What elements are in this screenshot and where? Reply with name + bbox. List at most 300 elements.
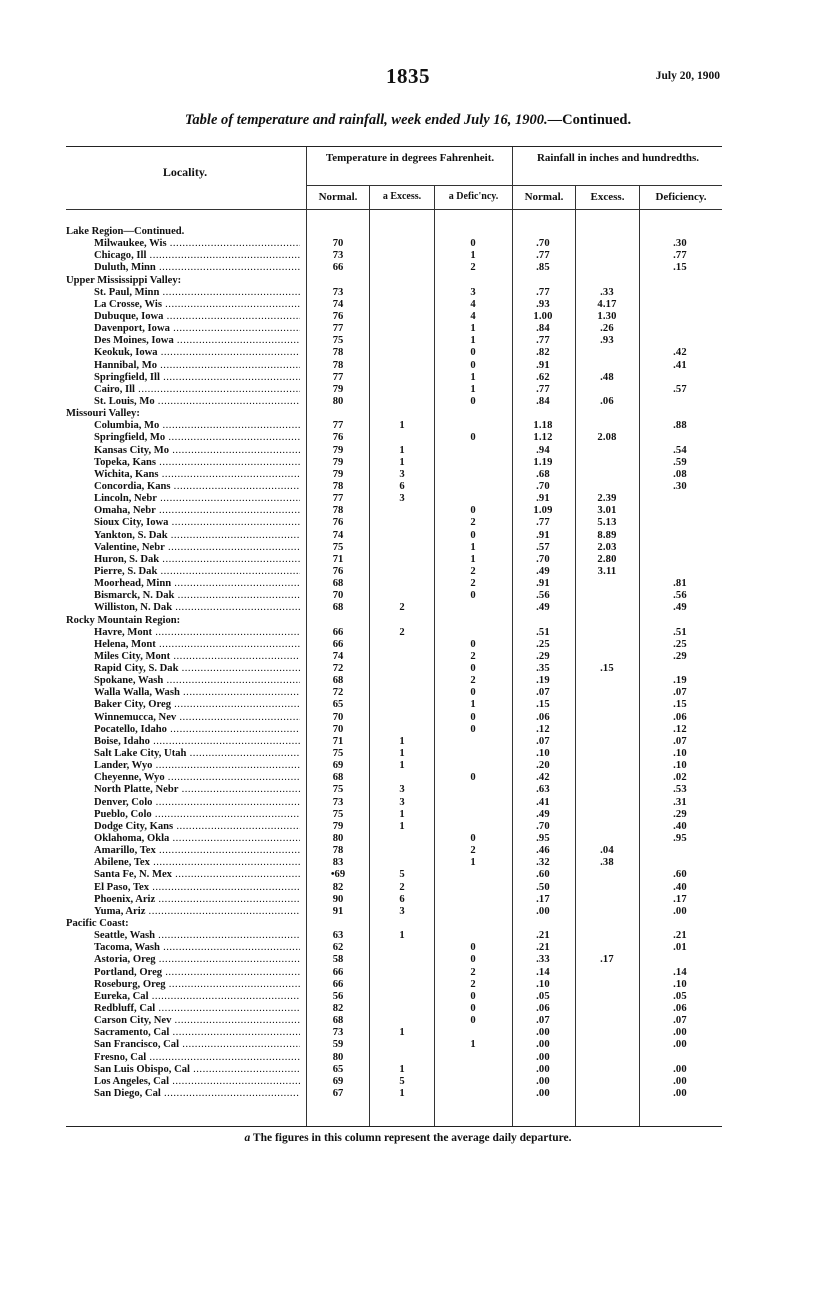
rain-normal-cell: .49 [536, 808, 550, 820]
temp-normal-cell: 65 [332, 1063, 344, 1075]
locality-name: Denver, Colo ..... [94, 797, 300, 809]
temp-deficiency-cell: 1 [470, 250, 476, 262]
temp-normal-cell: 72 [332, 687, 344, 699]
station-row [66, 396, 722, 408]
temp-normal-cell: 91 [332, 905, 344, 917]
temp-normal-cell: 70 [332, 238, 344, 250]
rain-normal-cell: 1.19 [533, 456, 553, 468]
temp-normal-cell: 76 [332, 310, 344, 322]
table-top-rule [66, 146, 722, 147]
rain-normal-cell: .62 [536, 371, 550, 383]
temp-normal-cell: 66 [332, 262, 344, 274]
temp-normal-cell: 75 [332, 748, 344, 760]
temp-excess-cell: 2 [399, 602, 405, 614]
station-row [66, 360, 722, 372]
temp-normal-cell: 78 [332, 359, 344, 371]
temp-normal-cell: 67 [332, 1087, 344, 1099]
locality-name: Valentine, Nebr ..... [94, 542, 300, 554]
station-row [66, 1076, 722, 1088]
rain-deficiency-cell: .01 [673, 942, 687, 954]
rain-normal-cell: .07 [536, 735, 550, 747]
station-row [66, 1003, 722, 1015]
temp-deficiency-cell: 0 [470, 432, 476, 444]
rain-excess-cell: 3.01 [597, 505, 617, 517]
temp-normal-cell: 76 [332, 565, 344, 577]
station-row [66, 930, 722, 942]
rain-deficiency-cell: .49 [673, 602, 687, 614]
temp-deficiency-cell: 1 [470, 857, 476, 869]
locality-header: Locality. [162, 165, 208, 179]
locality-name: Walla Walla, Wash ..... [94, 687, 300, 699]
locality-name: Wichita, Kans ..... [94, 469, 300, 481]
locality-name: Sacramento, Cal ..... [94, 1027, 300, 1039]
temp-normal-cell: 76 [332, 517, 344, 529]
rain-deficiency-cell: .88 [673, 420, 687, 432]
rain-deficiency-cell: .02 [673, 772, 687, 784]
temp-deficiency-cell: 0 [470, 395, 476, 407]
rain-deficiency-cell: .00 [673, 1027, 687, 1039]
rain-normal-cell: .94 [536, 444, 550, 456]
rain-normal-cell: .19 [536, 675, 550, 687]
temp-deficiency-cell: 0 [470, 942, 476, 954]
temp-deficiency-header: a Defic'ncy. [448, 191, 499, 202]
region-name: Rocky Mountain Region: [66, 614, 181, 626]
station-row [66, 736, 722, 748]
rain-normal-cell: .17 [536, 893, 550, 905]
rain-excess-cell: 2.03 [597, 541, 617, 553]
station-row [66, 942, 722, 954]
rain-normal-cell: 1.18 [533, 420, 553, 432]
rain-deficiency-cell: .29 [673, 650, 687, 662]
rain-excess-cell: .04 [600, 845, 614, 857]
rain-normal-cell: .50 [536, 881, 550, 893]
temp-normal-cell: 68 [332, 675, 344, 687]
station-row [66, 469, 722, 481]
temp-excess-cell: 1 [399, 1063, 405, 1075]
temp-normal-cell: 75 [332, 541, 344, 553]
rain-normal-cell: .06 [536, 711, 550, 723]
rain-deficiency-cell: .25 [673, 638, 687, 650]
locality-name: Oklahoma, Okla ..... [94, 833, 300, 845]
temp-normal-cell: 79 [332, 820, 344, 832]
rain-normal-cell: .82 [536, 347, 550, 359]
station-row [66, 991, 722, 1003]
station-row [66, 311, 722, 323]
temp-excess-cell: 5 [399, 869, 405, 881]
temp-normal-cell: 77 [332, 493, 344, 505]
locality-name: San Francisco, Cal ..... [94, 1039, 300, 1051]
station-row [66, 287, 722, 299]
locality-name: St. Paul, Minn ..... [94, 287, 300, 299]
locality-name: Kansas City, Mo ..... [94, 445, 300, 457]
temp-excess-cell: 3 [399, 796, 405, 808]
rain-deficiency-cell: .00 [673, 1087, 687, 1099]
rain-normal-cell: 1.09 [533, 505, 553, 517]
rain-normal-cell: .91 [536, 493, 550, 505]
temp-deficiency-cell: 2 [470, 262, 476, 274]
temp-normal-cell: 75 [332, 808, 344, 820]
temp-excess-cell: 3 [399, 468, 405, 480]
locality-name: Eureka, Cal ..... [94, 991, 300, 1003]
station-row [66, 894, 722, 906]
locality-name: Milwaukee, Wis ..... [94, 238, 300, 250]
rain-deficiency-cell: .56 [673, 590, 687, 602]
region-heading-row [66, 918, 722, 930]
station-row [66, 712, 722, 724]
locality-name: Pocatello, Idaho ..... [94, 724, 300, 736]
station-row [66, 1039, 722, 1051]
rain-deficiency-cell: .30 [673, 480, 687, 492]
station-row [66, 1064, 722, 1076]
station-row [66, 384, 722, 396]
station-row [66, 602, 722, 614]
locality-name: Cairo, Ill ..... [94, 384, 300, 396]
station-row [66, 699, 722, 711]
rain-normal-cell: .25 [536, 638, 550, 650]
locality-name: Pueblo, Colo ..... [94, 809, 300, 821]
temp-deficiency-cell: 0 [470, 711, 476, 723]
locality-name: La Crosse, Wis ..... [94, 299, 300, 311]
temp-normal-cell: 66 [332, 626, 344, 638]
temp-deficiency-cell: 2 [470, 517, 476, 529]
temp-normal-cell: 73 [332, 250, 344, 262]
rain-normal-cell: .05 [536, 990, 550, 1002]
rain-deficiency-cell: .21 [673, 930, 687, 942]
temp-normal-cell: 73 [332, 1027, 344, 1039]
temp-normal-header: Normal. [318, 191, 358, 203]
footnote-text: The figures in this column represent the average daily departure. [250, 1132, 572, 1144]
locality-name: Williston, N. Dak ..... [94, 602, 300, 614]
station-row [66, 481, 722, 493]
temp-normal-cell: 73 [332, 796, 344, 808]
temp-excess-header: a Excess. [382, 191, 422, 202]
temp-deficiency-cell: 0 [470, 990, 476, 1002]
temp-deficiency-cell: 2 [470, 578, 476, 590]
region-heading-row [66, 615, 722, 627]
rain-normal-cell: .51 [536, 626, 550, 638]
rain-deficiency-cell: .00 [673, 1063, 687, 1075]
locality-name: Havre, Mont ..... [94, 627, 300, 639]
temp-normal-cell: 68 [332, 1015, 344, 1027]
locality-name: San Diego, Cal ..... [94, 1088, 300, 1100]
locality-name: St. Louis, Mo ..... [94, 396, 300, 408]
station-row [66, 542, 722, 554]
station-row [66, 238, 722, 250]
locality-name: Baker City, Oreg ..... [94, 699, 300, 711]
temp-deficiency-cell: 2 [470, 565, 476, 577]
temp-normal-cell: 73 [332, 286, 344, 298]
station-row [66, 760, 722, 772]
temp-deficiency-cell: 2 [470, 845, 476, 857]
rain-deficiency-cell: .59 [673, 456, 687, 468]
station-row [66, 687, 722, 699]
station-row [66, 639, 722, 651]
locality-name: Cheyenne, Wyo ..... [94, 772, 300, 784]
rain-normal-cell: .68 [536, 468, 550, 480]
temp-normal-cell: 82 [332, 881, 344, 893]
locality-name: North Platte, Nebr ..... [94, 784, 300, 796]
footnote-marker: a [244, 1132, 251, 1144]
temp-normal-cell: 70 [332, 590, 344, 602]
temp-normal-cell: 69 [332, 1075, 344, 1087]
rain-excess-cell: 8.89 [597, 529, 617, 541]
locality-name: Rapid City, S. Dak ..... [94, 663, 300, 675]
temp-normal-cell: 70 [332, 711, 344, 723]
rain-normal-cell: .29 [536, 650, 550, 662]
locality-name: Lincoln, Nebr ..... [94, 493, 300, 505]
station-row [66, 590, 722, 602]
rain-deficiency-cell: .77 [673, 250, 687, 262]
station-row [66, 724, 722, 736]
temp-normal-cell: 74 [332, 529, 344, 541]
rain-deficiency-cell: .07 [673, 735, 687, 747]
rain-deficiency-cell: .15 [673, 262, 687, 274]
rain-deficiency-cell: .31 [673, 796, 687, 808]
station-row [66, 445, 722, 457]
temp-normal-cell: 59 [332, 1039, 344, 1051]
temp-deficiency-cell: 0 [470, 638, 476, 650]
temp-normal-cell: 75 [332, 335, 344, 347]
temp-excess-cell: 1 [399, 420, 405, 432]
locality-name: Amarillo, Tex ..... [94, 845, 300, 857]
locality-name: Fresno, Cal ..... [94, 1052, 300, 1064]
temp-normal-cell: 82 [332, 1003, 344, 1014]
rain-normal-cell: .41 [536, 796, 550, 808]
temp-normal-cell: 71 [332, 735, 344, 747]
rain-deficiency-cell: .81 [673, 578, 687, 590]
rain-excess-cell: 4.17 [597, 298, 617, 310]
station-row [66, 833, 722, 845]
footnote [0, 1132, 816, 1144]
rain-deficiency-cell: .00 [673, 905, 687, 917]
station-row [66, 530, 722, 542]
rain-excess-cell: .17 [600, 954, 614, 966]
station-row [66, 627, 722, 639]
temp-deficiency-cell: 2 [470, 650, 476, 662]
station-row [66, 517, 722, 529]
temp-excess-cell: 1 [399, 444, 405, 456]
locality-name: Springfield, Ill ..... [94, 372, 300, 384]
temp-excess-cell: 3 [399, 784, 405, 796]
temp-deficiency-cell: 0 [470, 529, 476, 541]
rain-normal-cell: .06 [536, 1003, 550, 1014]
temp-deficiency-cell: 0 [470, 1015, 476, 1027]
locality-name: Salt Lake City, Utah ..... [94, 748, 300, 760]
rain-normal-cell: .77 [536, 250, 550, 262]
rain-normal-cell: .00 [536, 1075, 550, 1087]
locality-name: Des Moines, Iowa ..... [94, 335, 300, 347]
rain-excess-cell: .06 [600, 395, 614, 407]
station-row [66, 347, 722, 359]
rain-deficiency-cell: .15 [673, 699, 687, 711]
station-row [66, 663, 722, 675]
rain-normal-cell: .07 [536, 1015, 550, 1027]
rain-normal-cell: .57 [536, 541, 550, 553]
temp-normal-cell: 63 [332, 930, 344, 942]
station-row [66, 651, 722, 663]
locality-name: Dodge City, Kans ..... [94, 821, 300, 833]
region-heading-row [66, 226, 722, 238]
temp-normal-cell: 74 [332, 298, 344, 310]
rain-normal-cell: .85 [536, 262, 550, 274]
temp-normal-cell: 78 [332, 505, 344, 517]
rain-deficiency-header: Deficiency. [655, 191, 707, 203]
locality-name: Huron, S. Dak ..... [94, 554, 300, 566]
rain-deficiency-cell: .51 [673, 626, 687, 638]
page-date: July 20, 1900 [655, 70, 720, 82]
rain-deficiency-cell: .53 [673, 784, 687, 796]
temp-deficiency-cell: 0 [470, 687, 476, 699]
rain-normal-cell: .00 [536, 1087, 550, 1099]
header-bottom-rule [66, 209, 722, 210]
temp-normal-cell: 79 [332, 444, 344, 456]
region-name: Missouri Valley: [66, 408, 140, 420]
rain-deficiency-cell: .19 [673, 675, 687, 687]
temp-normal-cell: 77 [332, 323, 344, 335]
rain-excess-cell: .15 [600, 663, 614, 675]
rain-excess-cell: 1.30 [597, 310, 617, 322]
locality-name: Davenport, Iowa ..... [94, 323, 300, 335]
station-row [66, 323, 722, 335]
temp-normal-cell: 66 [332, 978, 344, 990]
table-title-main: Table of temperature and rainfall, week ended July 16, 1900. [184, 112, 548, 128]
station-row [66, 675, 722, 687]
station-row [66, 821, 722, 833]
temp-deficiency-cell: 0 [470, 663, 476, 675]
rain-normal-cell: .91 [536, 578, 550, 590]
station-row [66, 505, 722, 517]
rain-normal-cell: .14 [536, 966, 550, 978]
temp-excess-cell: 6 [399, 893, 405, 905]
rain-excess-cell: .33 [600, 286, 614, 298]
rain-normal-cell: .33 [536, 954, 550, 966]
station-row [66, 493, 722, 505]
locality-name: Los Angeles, Cal ..... [94, 1076, 300, 1088]
locality-name: Chicago, Ill ..... [94, 250, 300, 262]
temp-deficiency-cell: 1 [470, 699, 476, 711]
temp-deficiency-cell: 2 [470, 675, 476, 687]
station-row [66, 906, 722, 918]
locality-name: Seattle, Wash ..... [94, 930, 300, 942]
temp-deficiency-cell: 2 [470, 978, 476, 990]
rain-deficiency-cell: .54 [673, 444, 687, 456]
station-row [66, 554, 722, 566]
temp-normal-cell: 80 [332, 833, 344, 845]
temp-deficiency-cell: 0 [470, 954, 476, 966]
rain-excess-cell: 3.11 [597, 565, 617, 577]
rain-normal-cell: .93 [536, 298, 550, 310]
temp-normal-cell: 66 [332, 638, 344, 650]
locality-name: Spokane, Wash ..... [94, 675, 300, 687]
temp-normal-cell: •69 [330, 869, 346, 881]
rain-normal-cell: .21 [536, 930, 550, 942]
temp-normal-cell: 74 [332, 650, 344, 662]
station-row [66, 809, 722, 821]
rain-excess-cell: 2.80 [597, 553, 617, 565]
table-title-continued: —Continued. [547, 112, 632, 128]
locality-name: San Luis Obispo, Cal ..... [94, 1064, 300, 1076]
temp-deficiency-cell: 4 [470, 298, 476, 310]
rain-deficiency-cell: .07 [673, 1015, 687, 1027]
station-row [66, 1052, 722, 1064]
rain-normal-cell: .00 [536, 1063, 550, 1075]
temp-normal-cell: 78 [332, 347, 344, 359]
locality-name: Carson City, Nev ..... [94, 1015, 300, 1027]
temp-deficiency-cell: 1 [470, 553, 476, 565]
station-row [66, 250, 722, 262]
station-row [66, 967, 722, 979]
temp-excess-cell: 1 [399, 760, 405, 772]
locality-name: Redbluff, Cal ..... [94, 1003, 300, 1015]
locality-name: Abilene, Tex ..... [94, 857, 300, 869]
temp-deficiency-cell: 0 [470, 347, 476, 359]
locality-name: El Paso, Tex ..... [94, 882, 300, 894]
rain-normal-cell: .70 [536, 238, 550, 250]
temp-normal-cell: 79 [332, 468, 344, 480]
locality-name: Concordia, Kans ..... [94, 481, 300, 493]
temp-excess-cell: 1 [399, 820, 405, 832]
rain-normal-cell: .10 [536, 978, 550, 990]
rain-normal-cell: .46 [536, 845, 550, 857]
temp-normal-cell: 80 [332, 395, 344, 407]
rain-deficiency-cell: .40 [673, 820, 687, 832]
region-heading-row [66, 275, 722, 287]
rain-deficiency-cell: .42 [673, 347, 687, 359]
temp-excess-cell: 1 [399, 456, 405, 468]
rain-normal-cell: .77 [536, 517, 550, 529]
temp-normal-cell: 90 [332, 893, 344, 905]
rain-normal-cell: .10 [536, 748, 550, 760]
station-row [66, 1015, 722, 1027]
temp-excess-cell: 1 [399, 748, 405, 760]
rain-normal-cell: .00 [536, 1051, 550, 1063]
rain-deficiency-cell: .06 [673, 1003, 687, 1014]
station-row [66, 578, 722, 590]
temp-deficiency-cell: 0 [470, 772, 476, 784]
temp-deficiency-cell: 0 [470, 359, 476, 371]
rain-excess-cell: .93 [600, 335, 614, 347]
rain-normal-cell: .91 [536, 529, 550, 541]
locality-name: Yuma, Ariz ..... [94, 906, 300, 918]
station-row [66, 797, 722, 809]
temp-excess-cell: 1 [399, 735, 405, 747]
locality-name: Phoenix, Ariz ..... [94, 894, 300, 906]
station-row [66, 845, 722, 857]
locality-name: Winnemucca, Nev ..... [94, 712, 300, 724]
station-row [66, 869, 722, 881]
rain-deficiency-cell: .07 [673, 687, 687, 699]
rain-deficiency-cell: .06 [673, 711, 687, 723]
rain-normal-cell: .49 [536, 565, 550, 577]
temp-deficiency-cell: 1 [470, 383, 476, 395]
rain-normal-cell: 1.12 [533, 432, 553, 444]
temp-deficiency-cell: 1 [470, 323, 476, 335]
rain-normal-cell: .70 [536, 553, 550, 565]
temp-normal-cell: 75 [332, 784, 344, 796]
station-row [66, 299, 722, 311]
temp-deficiency-cell: 1 [470, 541, 476, 553]
temp-normal-cell: 76 [332, 432, 344, 444]
locality-name: Portland, Oreg ..... [94, 967, 300, 979]
rain-normal-cell: .77 [536, 335, 550, 347]
rain-excess-cell: .48 [600, 371, 614, 383]
locality-name: Santa Fe, N. Mex ..... [94, 869, 300, 881]
rain-deficiency-cell: .40 [673, 881, 687, 893]
region-name: Upper Mississippi Valley: [66, 274, 182, 286]
temp-excess-cell: 2 [399, 881, 405, 893]
temp-deficiency-cell: 1 [470, 335, 476, 347]
temp-excess-cell: 1 [399, 1087, 405, 1099]
